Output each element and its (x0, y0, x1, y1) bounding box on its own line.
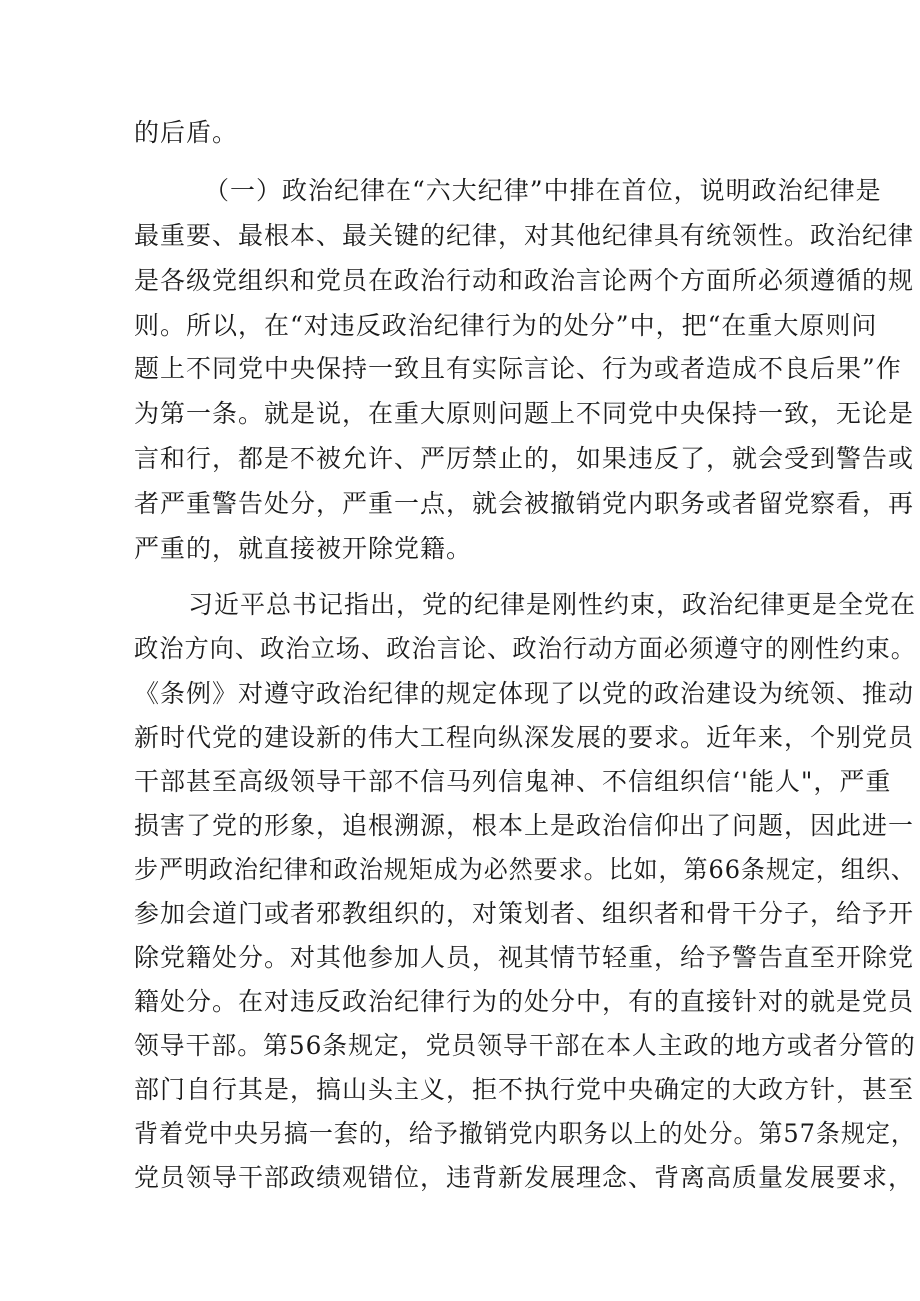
text-line: 部门自行其是，搞山头主义，拒不执行党中央确定的大政方针，甚至 (134, 1075, 915, 1104)
text-line: 为第一条。就是说，在重大原则问题上不同党中央保持一致，无论是 (134, 399, 915, 428)
text-line: 的后盾。 (134, 118, 239, 147)
text-line: 《条例》对遵守政治纪律的规定体现了以党的政治建设为统领、推动 (134, 679, 915, 708)
text-line: 者严重警告处分，严重一点，就会被撤销党内职务或者留党察看，再 (134, 489, 915, 518)
text-line: 党员领导干部政绩观错位，违背新发展理念、背离高质量发展要求， (134, 1163, 915, 1192)
text-line: 干部甚至高级领导干部不信马列信鬼神、不信组织信‘'能人"，严重 (134, 767, 892, 796)
text-line: 习近平总书记指出，党的纪律是刚性约束，政治纪律更是全党在 (188, 590, 917, 619)
text-line: 除党籍处分。对其他参加人员，视其情节轻重，给予警告直至开除党 (134, 943, 915, 972)
text-line: 籍处分。在对违反政治纪律行为的处分中，有的直接针对的就是党员 (134, 987, 915, 1016)
text-line: 则。所以，在“对违反政治纪律行为的处分”中，把“在重大原则问 (134, 311, 878, 340)
text-line: 损害了党的形象，追根溯源，根本上是政治信仰出了问题，因此进一 (134, 811, 915, 840)
text-line: 背着党中央另搞一套的，给予撤销党内职务以上的处分。第57条规定， (134, 1119, 916, 1148)
text-line: （一）政治纪律在“六大纪律”中排在首位，说明政治纪律是 (204, 176, 882, 205)
text-line: 领导干部。第56条规定，党员领导干部在本人主政的地方或者分管的 (134, 1031, 916, 1060)
text-line: 最重要、最根本、最关键的纪律，对其他纪律具有统领性。政治纪律 (134, 221, 915, 250)
text-line: 题上不同党中央保持一致且有实际言论、行为或者造成不良后果”作 (134, 354, 902, 383)
text-line: 步严明政治纪律和政治规矩成为必然要求。比如，第66条规定，组织、 (134, 855, 916, 884)
text-line: 言和行，都是不被允许、严厉禁止的，如果违反了，就会受到警告或 (134, 444, 915, 473)
text-line: 严重的，就直接被开除党籍。 (134, 534, 473, 563)
text-line: 政治方向、政治立场、政治言论、政治行动方面必须遵守的刚性约束。 (134, 634, 916, 663)
text-line: 参加会道门或者邪教组织的，对策划者、组织者和骨干分子，给予开 (134, 899, 915, 928)
text-line: 新时代党的建设新的伟大工程向纵深发展的要求。近年来，个别党员 (134, 723, 915, 752)
text-line: 是各级党组织和党员在政治行动和政治言论两个方面所必须遵循的规 (134, 266, 915, 295)
